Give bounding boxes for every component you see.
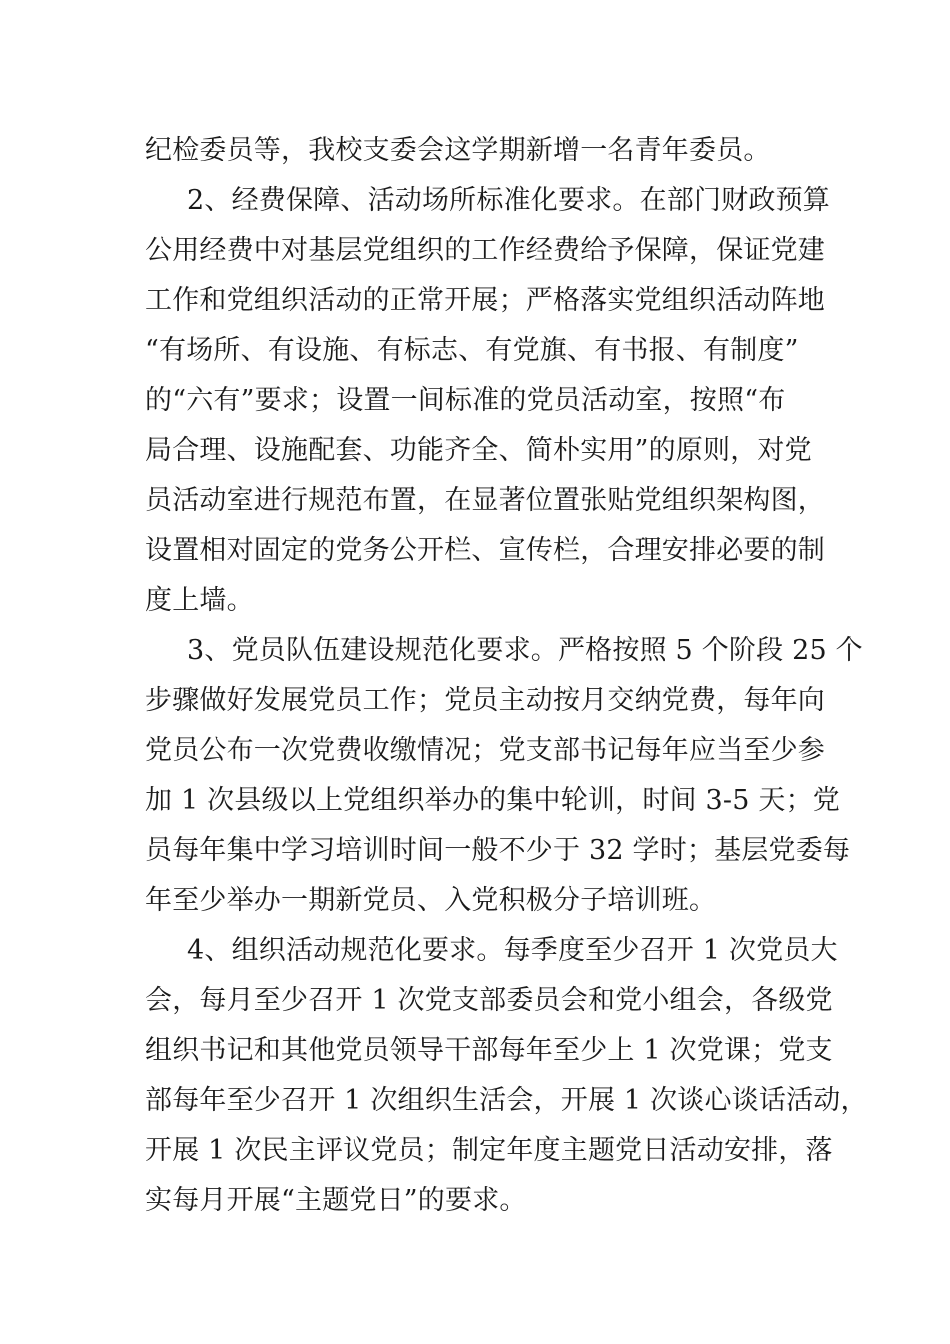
text-line: 加 1 次县级以上党组织举办的集中轮训，时间 3-5 天；党: [145, 785, 840, 816]
text-line: 的“六有”要求；设置一间标准的党员活动室，按照“布: [145, 385, 786, 416]
text-line: 步骤做好发展党员工作；党员主动按月交纳党费，每年向: [145, 685, 825, 716]
text-line: 党员公布一次党费收缴情况；党支部书记每年应当至少参: [145, 735, 825, 766]
text-line: 公用经费中对基层党组织的工作经费给予保障，保证党建: [145, 235, 825, 266]
text-line: 纪检委员等，我校支委会这学期新增一名青年委员。: [145, 135, 771, 166]
text-line: 开展 1 次民主评议党员；制定年度主题党日活动安排，落: [145, 1135, 833, 1166]
paragraph-heading-2: 2、经费保障、活动场所标准化要求。在部门财政预算: [187, 185, 830, 216]
text-line: 局合理、设施配套、功能齐全、简朴实用”的原则，对党: [145, 435, 812, 466]
text-line: “有场所、有设施、有标志、有党旗、有书报、有制度”: [145, 335, 799, 366]
paragraph-heading-3: 3、党员队伍建设规范化要求。严格按照 5 个阶段 25 个: [187, 635, 863, 666]
paragraph-heading-4: 4、组织活动规范化要求。每季度至少召开 1 次党员大: [187, 935, 838, 966]
text-line: 工作和党组织活动的正常开展；严格落实党组织活动阵地: [145, 285, 825, 316]
text-line: 度上墙。: [145, 585, 254, 616]
text-line: 会，每月至少召开 1 次党支部委员会和党小组会，各级党: [145, 985, 833, 1016]
text-line: 设置相对固定的党务公开栏、宣传栏，合理安排必要的制: [145, 535, 825, 566]
text-line: 员活动室进行规范布置，在显著位置张贴党组织架构图，: [145, 485, 825, 516]
text-line: 员每年集中学习培训时间一般不少于 32 学时；基层党委每: [145, 835, 851, 866]
text-line: 实每月开展“主题党日”的要求。: [145, 1185, 527, 1216]
text-line: 部每年至少召开 1 次组织生活会，开展 1 次谈心谈话活动，: [145, 1085, 868, 1116]
text-line: 组织书记和其他党员领导干部每年至少上 1 次党课；党支: [145, 1035, 833, 1066]
text-line: 年至少举办一期新党员、入党积极分子培训班。: [145, 885, 717, 916]
